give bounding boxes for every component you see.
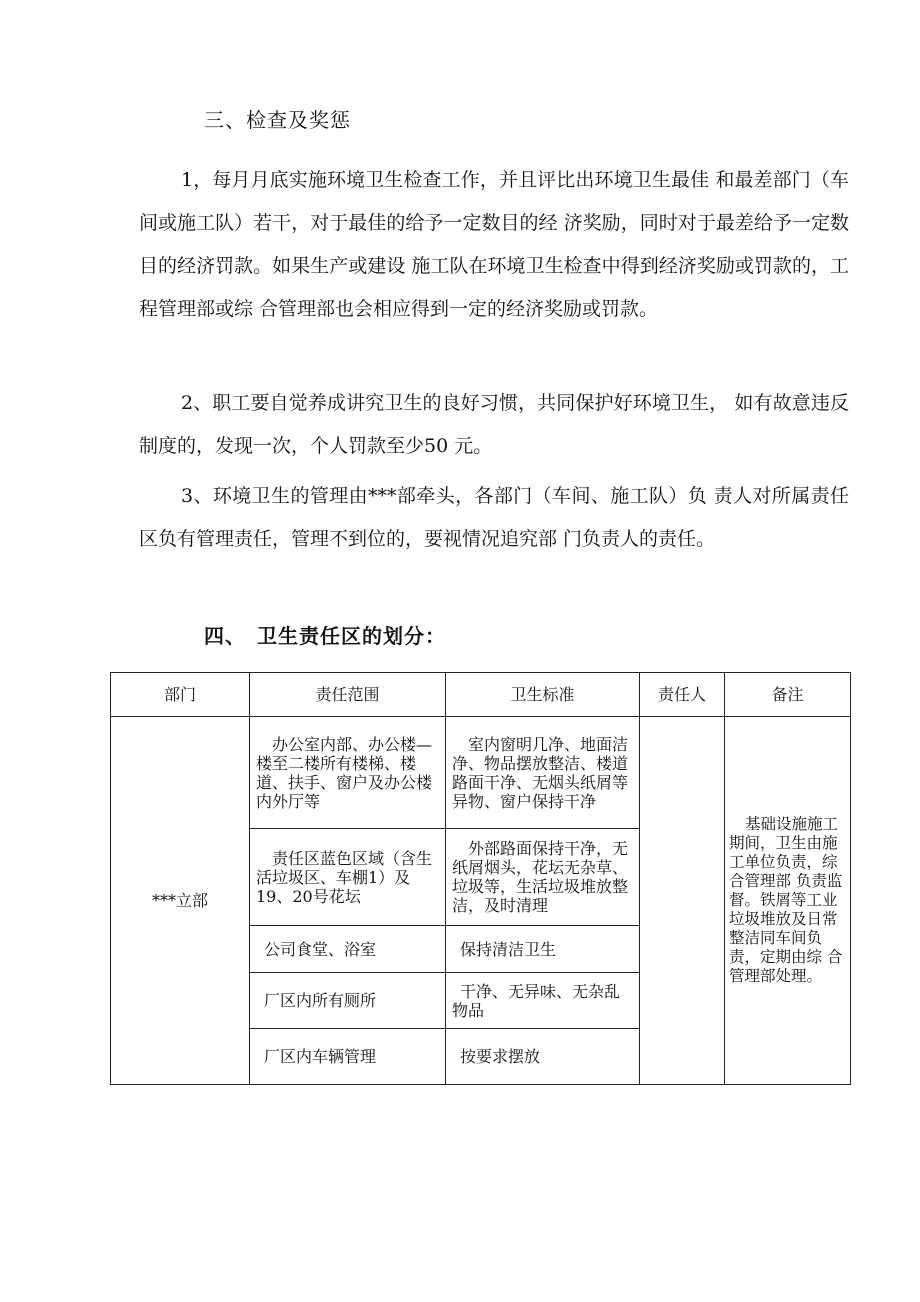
- rule-paragraph-3: 3、环境卫生的管理由***部牵头，各部门（车间、施工队）负 责人对所属责任区负有管理责任，管理不到位的，要视情况追究部 门负责人的责任。: [139, 485, 849, 550]
- table-row: [111, 717, 851, 829]
- header-standard: 卫生标准: [446, 673, 640, 717]
- header-note: 备注: [725, 673, 851, 717]
- rule-paragraph-2: 2、职工要自觉养成讲究卫生的良好习惯，共同保护好环境卫生， 如有故意违反制度的，发现一次，个人罚款至少50 元。: [139, 392, 849, 457]
- responsibility-table: [110, 672, 851, 1085]
- section-3-heading: 三、检查及奖惩: [204, 108, 351, 132]
- table-header-row: [111, 673, 851, 717]
- section-4-heading: 四、 卫生责任区的划分：: [204, 624, 446, 648]
- header-department: 部门: [111, 673, 250, 717]
- area-cell: 办公室内部、办公楼—楼至二楼所有楼梯、楼道、扶手、窗户及办公楼内外厅等: [250, 717, 446, 829]
- note-cell: 基础设施施工期间，卫生由施工单位负责，综合管理部 负责监督。铁屑等工业垃圾堆放及日常整洁同车间负责，定期由综 合管理部处理。: [725, 717, 851, 1085]
- department-cell: ***立部: [111, 717, 250, 1085]
- area-cell: 公司食堂、浴室: [250, 926, 446, 973]
- standard-cell: 室内窗明几净、地面洁净、物品摆放整洁、楼道路面干净、无烟头纸屑等异物、窗户保持干净: [446, 717, 640, 829]
- standard-cell: 保持清洁卫生: [446, 926, 640, 973]
- area-cell: 厂区内车辆管理: [250, 1029, 446, 1085]
- area-cell: 责任区蓝色区域（含生活垃圾区、车棚1）及19、20号花坛: [250, 829, 446, 926]
- standard-cell: 外部路面保持干净，无纸屑烟头，花坛无杂草、垃圾等，生活垃圾堆放整洁，及时清理: [446, 829, 640, 926]
- rule-paragraph-1: 1，每月月底实施环境卫生检查工作，并且评比出环境卫生最佳 和最差部门（车间或施工队）若干，对于最佳的给予一定数目的经 济奖励，同时对于最差给予一定数目的经济罚款。如果生产或建设 施工队在环境卫生检查中得到经济奖励或罚款的，工程管理部或综 合管理部也会相应得到一定的经济奖励或罚款。: [139, 169, 849, 320]
- header-responsible: 责任人: [640, 673, 725, 717]
- standard-cell: 干净、无异味、无杂乱物品: [446, 973, 640, 1029]
- header-area: 责任范围: [250, 673, 446, 717]
- responsible-cell: [640, 717, 725, 1085]
- standard-cell: 按要求摆放: [446, 1029, 640, 1085]
- area-cell: 厂区内所有厕所: [250, 973, 446, 1029]
